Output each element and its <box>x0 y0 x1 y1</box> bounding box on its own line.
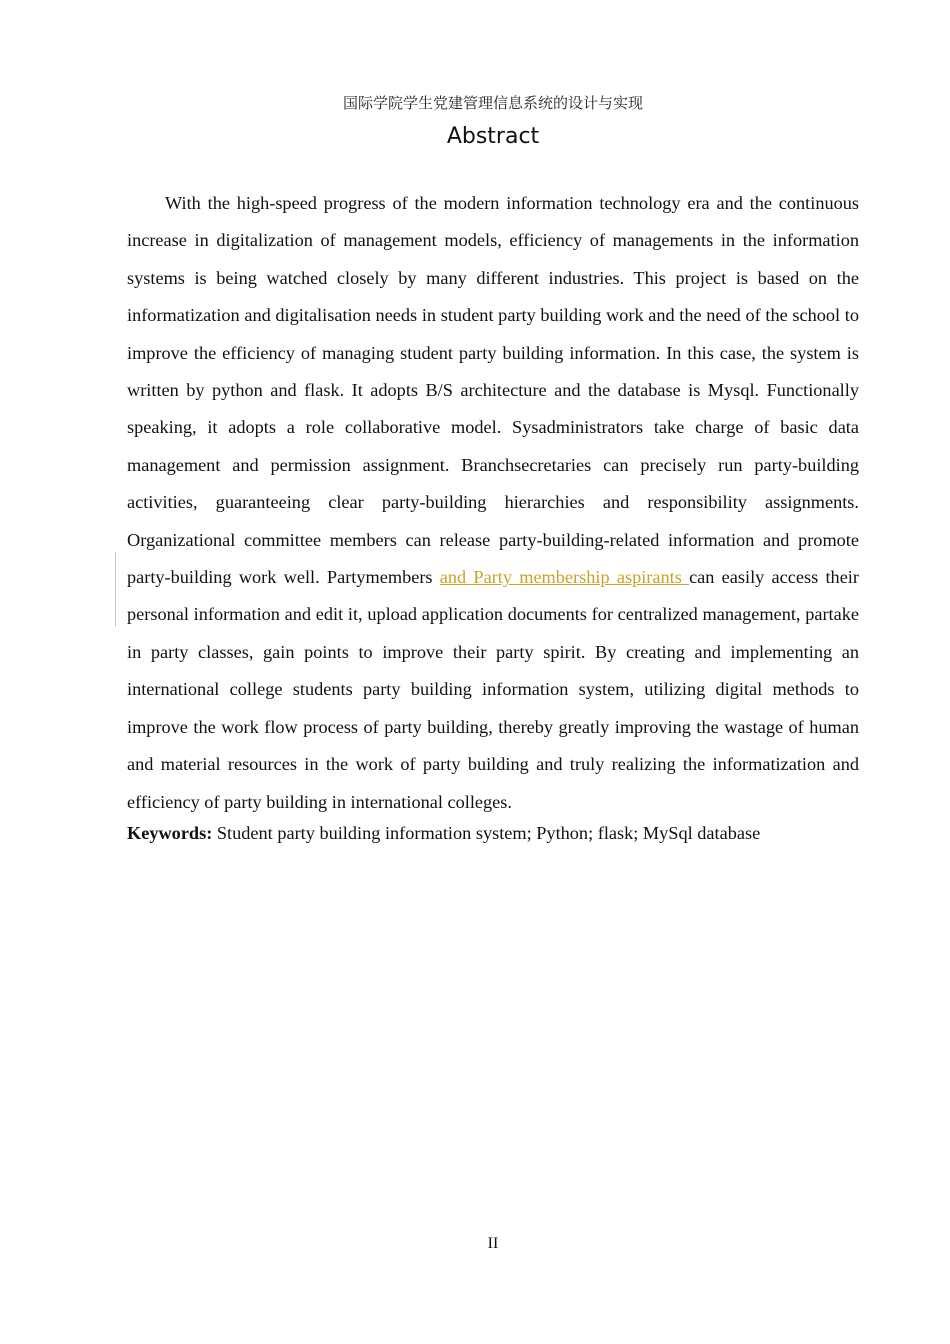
running-header: 国际学院学生党建管理信息系统的设计与实现 <box>342 94 643 112</box>
keywords-line <box>127 823 859 844</box>
keywords-value: Student party building information system; Python; flask; MySql database <box>212 823 761 843</box>
abstract-text-after: can easily access their personal information and edit it, upload application documents for centralized management, partake in party classes, gain points to improve their party spirit. By creating and implementing an international college students party building information system, utilizing digital methods to improve the work flow process of party building, thereby greatly improving the wastage of human and material resources in the work of party building and truly realizing the informatization and efficiency of party building in international colleges. <box>127 567 859 812</box>
tracked-insertion[interactable]: and Party membership aspirants <box>439 567 690 588</box>
abstract-body[interactable] <box>127 185 859 821</box>
abstract-title: Abstract <box>446 124 540 149</box>
abstract-paragraph[interactable] <box>127 185 859 821</box>
page-number: II <box>487 1235 499 1252</box>
tracked-change-bar <box>115 552 116 627</box>
keywords-label: Keywords: <box>127 823 213 843</box>
abstract-text-before: With the high-speed progress of the modern information technology era and the continuous increase in digitalization of management models, efficiency of managements in the information systems is being watched closely by many different industries. This project is based on the informatization and digitalisation needs in student party building work and the need of the school to improve the efficiency of managing student party building information. In this case, the system is written by python and flask. It adopts B/S architecture and the database is Mysql. Functionally speaking, it adopts a role collaborative model. Sysadministrators take charge of basic data management and permission assignment. Branchsecretaries can precisely run party-building activities, guaranteeing clear party-building hierarchies and responsibility assignments. Organizational committee members can release party-building-related information and promote party-building work well. Partymembers <box>127 193 859 588</box>
